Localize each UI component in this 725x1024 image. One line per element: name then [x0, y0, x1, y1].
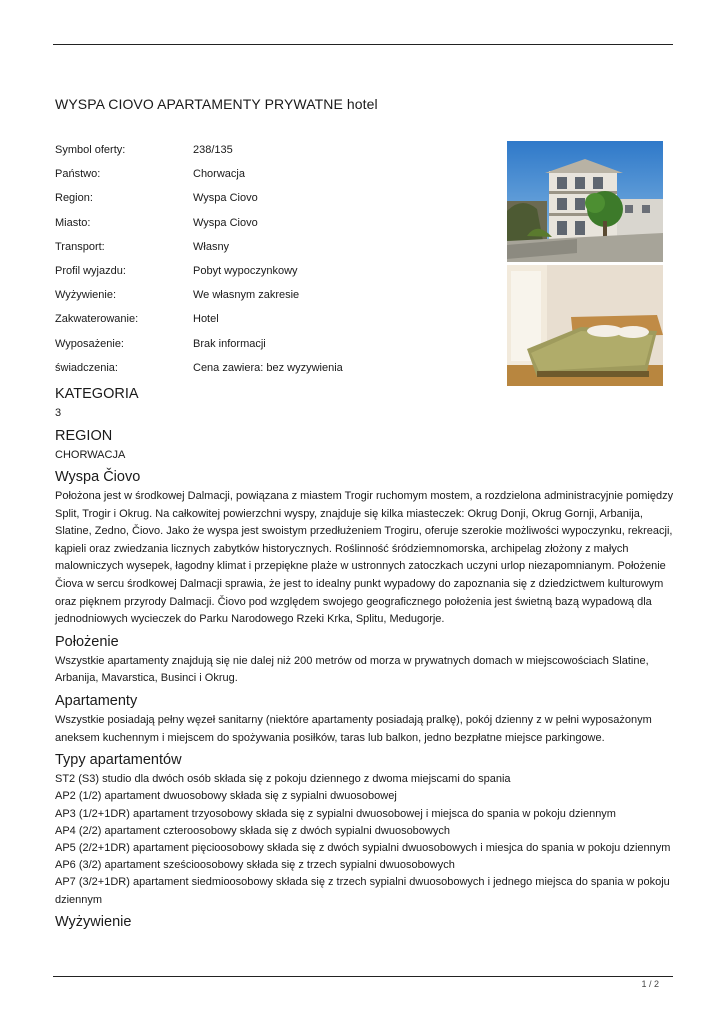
- list-item: AP5 (2/2+1DR) apartament pięcioosobowy składa się z dwóch sypialni dwuosobowych i miesjca do spania w pokoju dziennym: [55, 841, 671, 854]
- region-value: CHORWACJA: [55, 448, 126, 461]
- bedroom-photo: [507, 265, 663, 386]
- list-item: AP3 (1/2+1DR) apartament trzyosobowy składa się z sypialni dwuosobowej i miejsca do spania w pokoju dziennym: [55, 807, 616, 820]
- detail-label: Region:: [55, 192, 93, 205]
- ciovo-heading: Wyspa Čiovo: [55, 469, 141, 485]
- detail-row: [55, 213, 495, 237]
- detail-row: [55, 164, 495, 188]
- house-photo: [507, 141, 663, 262]
- list-item: AP6 (3/2) apartament sześcioosobowy składa się z trzech sypialni dwuosobowych: [55, 859, 455, 872]
- apartamenty-heading: Apartamenty: [55, 692, 138, 709]
- region-heading: REGION: [55, 427, 113, 444]
- detail-value: Własny: [193, 240, 230, 253]
- detail-row: [55, 358, 495, 382]
- typy-heading: Typy apartamentów: [55, 752, 182, 769]
- list-item: ST2 (S3) studio dla dwóch osób składa się z pokoju dziennego z dwoma miejscami do spania: [55, 773, 511, 786]
- detail-value: 238/135: [193, 144, 233, 156]
- page-number: 1 / 2: [641, 979, 659, 989]
- detail-value: Wyspa Ciovo: [193, 216, 258, 229]
- detail-label: Wyżywienie:: [55, 289, 117, 302]
- apartment-types-list: [55, 771, 675, 909]
- detail-row: [55, 237, 495, 261]
- detail-label: Zakwaterowanie:: [55, 313, 139, 326]
- polozenie-description: Wszystkie apartamenty znajdują się nie dalej niż 200 metrów od morza w prywatnych domach w miejscowościach Slatine, Arbanija, Mavarstica, Businci i Okrug.: [55, 654, 649, 685]
- detail-label: Symbol oferty:: [55, 144, 126, 156]
- detail-label: Miasto:: [55, 216, 91, 229]
- kategoria-heading: KATEGORIA: [55, 386, 139, 402]
- top-rule: [53, 44, 673, 45]
- detail-row: [55, 188, 495, 212]
- detail-label: świadczenia:: [55, 361, 118, 374]
- bottom-rule: [53, 976, 673, 977]
- detail-value: Hotel: [193, 313, 219, 326]
- list-item: AP7 (3/2+1DR) apartament siedmioosobowy składa się z trzech sypialni dwuosobowych i jednego miejsca do spania w pokoju dziennym: [55, 876, 670, 906]
- detail-label: Transport:: [55, 240, 105, 253]
- detail-value: Cena zawiera: bez wyzywienia: [193, 361, 343, 374]
- detail-label: Państwo:: [55, 168, 101, 181]
- detail-value: We własnym zakresie: [193, 289, 300, 302]
- detail-label: Wyposażenie:: [55, 337, 124, 350]
- detail-value: Brak informacji: [193, 337, 266, 350]
- kategoria-value: 3: [55, 407, 62, 419]
- apartamenty-description: Wszystkie posiadają pełny węzeł sanitarny (niektóre apartamenty posiadają pralkę), pokój dzienny z w pełni wyposażonym aneksem kuchennym i miejscem do spożywania posiłków, taras lub balkon, jedno bezpłatne miejsce parkingowe.: [55, 713, 652, 744]
- offer-description: [55, 383, 675, 933]
- document-title: WYSPA CIOVO APARTAMENTY PRYWATNE hotel: [55, 96, 378, 112]
- detail-row: [55, 261, 495, 285]
- detail-row: [55, 140, 495, 164]
- list-item: AP2 (1/2) apartament dwuosobowy składa się z sypialni dwuosobowej: [55, 790, 397, 803]
- detail-value: Chorwacja: [193, 168, 245, 181]
- detail-row: [55, 334, 495, 358]
- detail-row: [55, 285, 495, 309]
- polozenie-heading: Położenie: [55, 633, 119, 650]
- offer-details-table: [55, 140, 495, 382]
- detail-value: Wyspa Ciovo: [193, 192, 258, 205]
- detail-label: Profil wyjazdu:: [55, 264, 126, 277]
- detail-value: Pobyt wypoczynkowy: [193, 264, 298, 277]
- detail-row: [55, 309, 495, 333]
- ciovo-description: Położona jest w środkowej Dalmacji, powiązana z miastem Trogir ruchomym mostem, a rozdzielona administracyjnie pomiędzy Split, Trogir i Okrug. Na całkowitej powierzchni wyspy, znajduje się kilka miasteczek: Okrug Donji, Okrug Gornji, Arbanija, Slatine, Zedno, Čiovo. Jako że wyspa jest swoistym przedłużeniem Trogiru, oferuje szerokie możliwości wypoczynku, rekreacji, kąpieli oraz zwiedzania licznych zabytków historycznych. Roślinność śródziemnomorska, archipelag złożony z małych malowniczych wysepek, łagodny klimat i przepiękne plaże w ustronnych zatoczkach uczyni urlop niezapomnianym. Położenie Čiova w sercu środkowej Dalmacji sprawia, że jest to idealny punkt wypadowy do zapoznania się z dziedzictwem kulturowym oraz pięknem przyrody Dalmacji. Čiovo pod względem swojego geograficznego położenia jest świetną bazą wypadową dla jednodniowych wycieczek do Parku Narodowego Rzeki Krka, Splitu, Medugorje.: [55, 490, 674, 626]
- list-item: AP4 (2/2) apartament czteroosobowy składa się z dwóch sypialni dwuosobowych: [55, 824, 450, 837]
- wyzywienie-heading: Wyżywienie: [55, 913, 132, 930]
